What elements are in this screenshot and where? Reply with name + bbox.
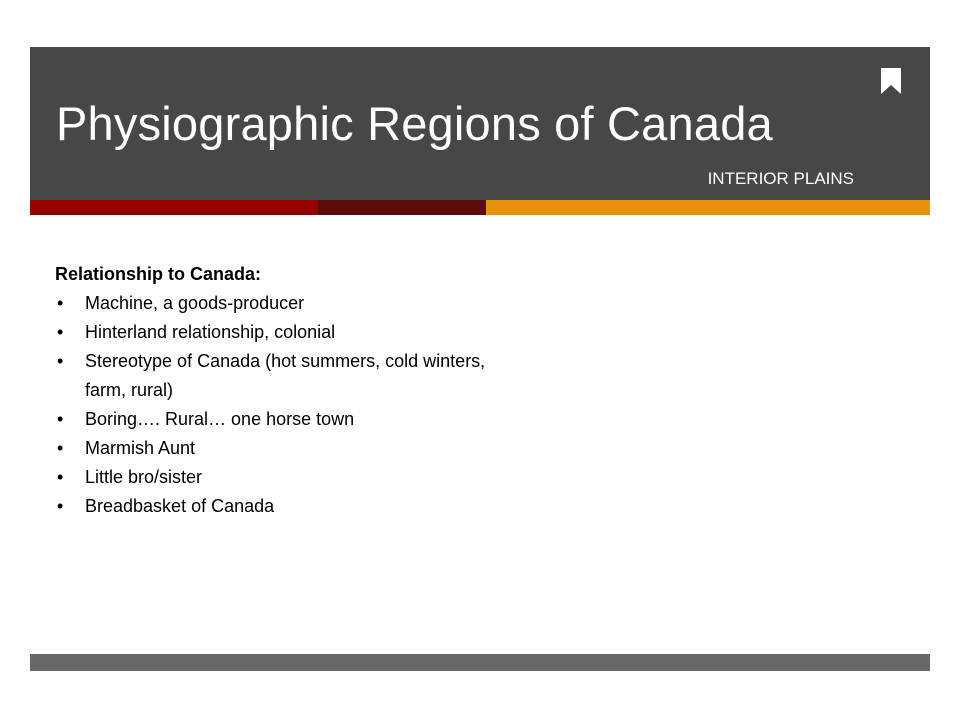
bullet-item: [55, 492, 515, 521]
bullet-item: [55, 318, 515, 347]
bullet-text: Hinterland relationship, colonial: [85, 322, 336, 342]
footer-bar: [30, 654, 930, 671]
bookmark-icon: [878, 67, 904, 95]
bullet-item: [55, 405, 515, 434]
bullet-text: Breadbasket of Canada: [85, 496, 275, 516]
section-heading: Relationship to Canada:: [55, 264, 262, 284]
bullet-dot: •: [57, 322, 64, 342]
bullet-item: [55, 347, 515, 405]
slide-subtitle: INTERIOR PLAINS: [707, 169, 854, 188]
bullet-dot: •: [57, 496, 64, 516]
bullet-dot: •: [57, 293, 64, 313]
accent-segment-red: [30, 200, 318, 215]
accent-strip: [30, 200, 930, 215]
accent-segment-dark-red: [318, 200, 486, 215]
bullet-item: [55, 434, 515, 463]
bullet-text: Little bro/sister: [85, 467, 203, 487]
bullet-text: Stereotype of Canada (hot summers, cold winters, farm, rural): [85, 351, 486, 400]
bullet-item: [55, 289, 515, 318]
bullet-text: Marmish Aunt: [85, 438, 196, 458]
content-area: [55, 260, 515, 521]
bullet-item: [55, 463, 515, 492]
bullet-dot: •: [57, 409, 64, 429]
bullet-dot: •: [57, 467, 64, 487]
bullet-list: [55, 289, 515, 521]
bullet-text: Machine, a goods-producer: [85, 293, 305, 313]
title-bar: [30, 47, 930, 200]
bullet-text: Boring…. Rural… one horse town: [85, 409, 355, 429]
accent-segment-orange: [486, 200, 930, 215]
bullet-dot: •: [57, 438, 64, 458]
slide-title: Physiographic Regions of Canada: [56, 97, 773, 150]
bullet-dot: •: [57, 351, 64, 371]
